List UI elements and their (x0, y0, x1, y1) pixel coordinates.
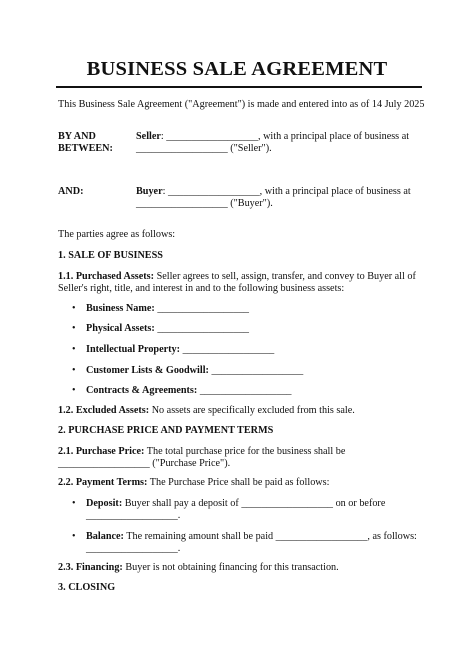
deposit-label: Deposit: (86, 498, 123, 509)
seller-line-2: __________________ ("Seller"). (136, 143, 272, 154)
buyer-line-2: __________________ ("Buyer"). (136, 198, 273, 209)
excluded-assets-text: No assets are specifically excluded from this sale. (149, 405, 355, 416)
by-and-label: BY AND (58, 131, 96, 142)
asset-business-name (86, 302, 249, 315)
balance-text: The remaining amount shall be paid __________________, as follows: (123, 531, 417, 542)
document-title: BUSINESS SALE AGREEMENT (86, 58, 388, 80)
asset-blank: __________________ (180, 344, 275, 355)
bullet-icon: • (72, 498, 76, 509)
asset-contracts (86, 384, 292, 397)
bullet-icon: • (72, 365, 76, 376)
excluded-assets (58, 404, 355, 417)
asset-blank: __________________ (197, 385, 292, 396)
bullet-icon: • (72, 531, 76, 542)
deposit-text: Buyer shall pay a deposit of __________________ on or before (122, 498, 386, 509)
balance-label: Balance: (86, 531, 124, 542)
buyer-text-1: : __________________, with a principal place of business at (162, 186, 411, 197)
bullet-icon: • (72, 323, 76, 334)
purchased-assets-line-2: Seller's right, title, and interest in and to the following business assets: (58, 283, 345, 294)
asset-blank: __________________ (154, 323, 249, 334)
bullet-icon: • (72, 303, 76, 314)
asset-label: Business Name: (86, 303, 155, 314)
excluded-assets-label: 1.2. Excluded Assets: (58, 405, 150, 416)
title-underline (56, 86, 422, 88)
financing-label: 2.3. Financing: (58, 562, 123, 573)
seller-text-1: : __________________, with a principal place of business at (160, 131, 410, 142)
purchase-price-text: The total purchase price for the business shall be (144, 446, 346, 457)
section-1-heading: 1. SALE OF BUSINESS (58, 250, 163, 261)
asset-blank: __________________ (208, 365, 304, 376)
asset-label: Customer Lists & Goodwill: (86, 365, 209, 376)
between-label: BETWEEN: (58, 143, 113, 154)
payment-terms-text: The Purchase Price shall be paid as follows: (147, 477, 330, 488)
financing (58, 561, 339, 574)
purchase-price-label: 2.1. Purchase Price: (58, 446, 145, 457)
parties-agree: The parties agree as follows: (58, 229, 176, 240)
asset-customer-lists (86, 364, 303, 377)
intro-paragraph: This Business Sale Agreement ("Agreement") is made and entered into as of 14 July 2025 (58, 99, 425, 110)
payment-terms (58, 476, 329, 489)
section-2-heading: 2. PURCHASE PRICE AND PAYMENT TERMS (58, 425, 274, 436)
purchased-assets-text: Seller agrees to sell, assign, transfer, and convey to Buyer all of (154, 271, 416, 282)
asset-label: Physical Assets: (86, 323, 155, 334)
bullet-icon: • (72, 385, 76, 396)
seller-label: Seller (136, 131, 161, 142)
balance-line-2: __________________. (86, 543, 181, 554)
purchased-assets-label: 1.1. Purchased Assets: (58, 271, 155, 282)
deposit-line-2: __________________. (86, 510, 181, 521)
asset-label: Intellectual Property: (86, 344, 181, 355)
asset-physical-assets (86, 322, 249, 335)
payment-terms-label: 2.2. Payment Terms: (58, 477, 148, 488)
purchase-price-line-2: __________________ ("Purchase Price"). (58, 458, 231, 469)
buyer-label: Buyer (136, 186, 163, 197)
section-3-heading: 3. CLOSING (58, 582, 116, 593)
asset-label: Contracts & Agreements: (86, 385, 198, 396)
asset-intellectual-property (86, 343, 274, 356)
asset-blank: __________________ (154, 303, 250, 314)
financing-text: Buyer is not obtaining financing for this transaction. (122, 562, 339, 573)
and-label: AND: (58, 186, 84, 197)
bullet-icon: • (72, 344, 76, 355)
